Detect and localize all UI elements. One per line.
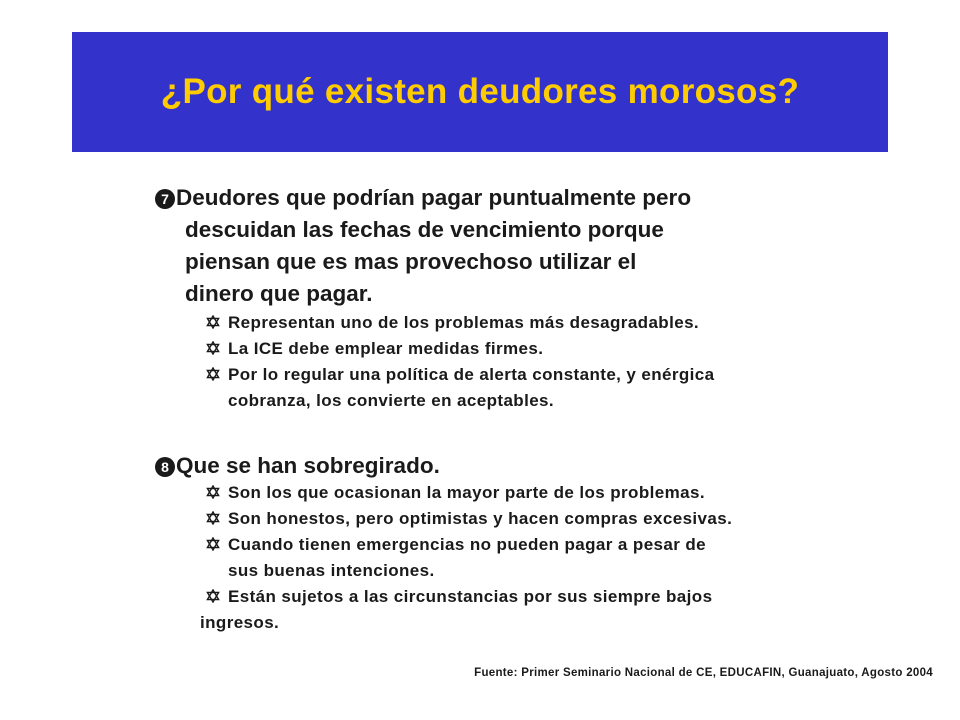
bullet-line: Que se han sobregirado. bbox=[176, 453, 440, 478]
sub-bullet-item: Representan uno de los problemas más desagradables. bbox=[206, 310, 715, 336]
star-of-david-icon bbox=[206, 485, 220, 499]
bullet-line: descuidan las fechas de vencimiento porque bbox=[185, 217, 664, 242]
sub-bullet-continuation: ingresos. bbox=[200, 613, 280, 632]
star-of-david-icon bbox=[206, 537, 220, 551]
sub-bullet-item: Cuando tienen emergencias no pueden pagar a pesar de bbox=[206, 532, 732, 558]
bullet-line: Deudores que podrían pagar puntualmente pero bbox=[176, 185, 692, 210]
numbered-circle-icon: 7 bbox=[155, 189, 175, 209]
bullet-line: piensan que es mas provechoso utilizar el bbox=[185, 249, 637, 274]
sub-bullet-item: Son los que ocasionan la mayor parte de los problemas. bbox=[206, 480, 732, 506]
sub-bullet-list-2 bbox=[200, 480, 733, 636]
sub-bullet-list-1 bbox=[206, 310, 715, 414]
sub-bullet-continuation: cobranza, los convierte en aceptables. bbox=[228, 391, 555, 410]
star-of-david-icon bbox=[206, 341, 220, 355]
main-bullet-1 bbox=[155, 182, 691, 310]
star-of-david-icon bbox=[206, 315, 220, 329]
page-title: ¿Por qué existen deudores morosos? bbox=[160, 72, 800, 111]
title-banner bbox=[72, 32, 888, 152]
star-of-david-icon bbox=[206, 589, 220, 603]
sub-bullet-continuation: sus buenas intenciones. bbox=[228, 561, 435, 580]
main-bullet-2 bbox=[155, 450, 440, 482]
source-citation: Fuente: Primer Seminario Nacional de CE, EDUCAFIN, Guanajuato, Agosto 2004 bbox=[474, 667, 933, 679]
sub-bullet-item: Por lo regular una política de alerta constante, y enérgica bbox=[206, 362, 715, 388]
sub-bullet-item: La ICE debe emplear medidas firmes. bbox=[206, 336, 715, 362]
sub-bullet-item: Son honestos, pero optimistas y hacen compras excesivas. bbox=[206, 506, 732, 532]
bullet-line: dinero que pagar. bbox=[185, 281, 373, 306]
numbered-circle-icon: 8 bbox=[155, 457, 175, 477]
star-of-david-icon bbox=[206, 367, 220, 381]
star-of-david-icon bbox=[206, 511, 220, 525]
sub-bullet-item: Están sujetos a las circunstancias por sus siempre bajos bbox=[206, 584, 732, 610]
